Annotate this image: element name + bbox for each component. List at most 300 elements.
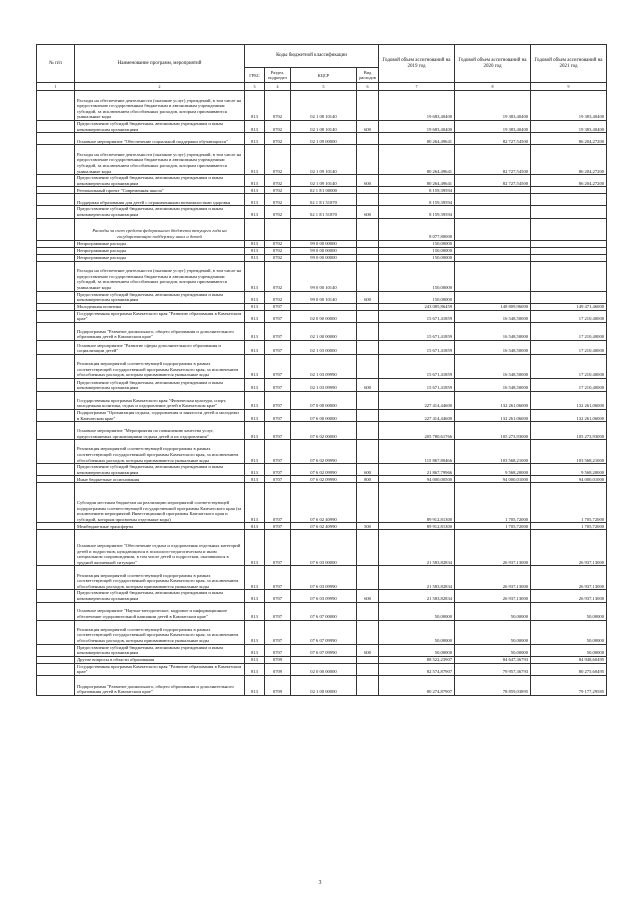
cell-2020 — [455, 187, 531, 194]
cell-vr — [357, 310, 379, 322]
table-row — [37, 483, 607, 523]
cell-2019: 50,00000 — [379, 644, 455, 656]
cell-name: Иные бюджетные ассигнования — [75, 476, 245, 483]
cell-num — [37, 247, 75, 254]
cell-name: Основное мероприятие "Обеспечение отдыха и оздоровления отдельных категорий детей и подростков, нуждающихся в психолого-педагогическом и ином специальном сопровождении, в том числе детей и подростков, оказавшихся в трудной жизненной ситуации" — [75, 530, 245, 566]
cell-grbs: 813 — [245, 663, 265, 675]
cell-csr: 02 1 09 00000 — [291, 133, 357, 145]
cell-name: Предоставление субсидий бюджетным, автономным учреждениям и иным некоммерческим организациям — [75, 175, 245, 187]
cell-num — [37, 663, 75, 675]
cell-grbs: 813 — [245, 422, 265, 440]
column-number: 4 — [265, 83, 291, 91]
table-row — [37, 656, 607, 663]
cell-2019: 89 912,81300 — [379, 483, 455, 523]
cell-rz: 0702 — [265, 194, 291, 206]
cell-num — [37, 175, 75, 187]
cell-num — [37, 340, 75, 354]
cell-2020: 9 568,20000 — [455, 464, 531, 476]
cell-2019: 150,00000 — [379, 240, 455, 247]
cell-name: Основное мероприятие "Обеспечение социальной поддержки обучающихся" — [75, 133, 245, 145]
cell-2020 — [455, 254, 531, 261]
cell-rz: 0709 — [265, 656, 291, 663]
table-row — [37, 218, 607, 240]
cell-vr — [357, 133, 379, 145]
cell-name: Реализация мероприятий соответствующей подпрограммы в рамках соответствующей государственной программы Камчатского края, за исключением обособленных расходов, которым присваиваются уникальные коды — [75, 440, 245, 464]
cell-grbs: 813 — [245, 409, 265, 421]
cell-2021: 149 471,46000 — [531, 303, 607, 310]
cell-2019: 89 912,81300 — [379, 523, 455, 530]
cell-grbs: 813 — [245, 602, 265, 620]
table-row — [37, 675, 607, 695]
cell-2019: 8 159,39594 — [379, 194, 455, 206]
cell-vr — [357, 187, 379, 194]
table-row — [37, 644, 607, 656]
cell-2019: 15 671,41859 — [379, 378, 455, 391]
cell-grbs: 813 — [245, 656, 265, 663]
cell-num — [37, 620, 75, 644]
cell-csr: 02 1 08 10140 — [291, 121, 357, 133]
cell-2019: 21 583,82834 — [379, 590, 455, 602]
cell-2019: 21 867,79966 — [379, 464, 455, 476]
cell-num — [37, 476, 75, 483]
cell-name: Поддержка образования для детей с ограниченными возможностями здоровья — [75, 194, 245, 206]
cell-2019: 80 274,87907 — [379, 675, 455, 695]
cell-vr — [357, 602, 379, 620]
cell-csr: 02 1 09 10140 — [291, 175, 357, 187]
cell-grbs: 813 — [245, 675, 265, 695]
cell-csr: 07 0 00 00000 — [291, 391, 357, 409]
cell-name: Расходы за счет средств федерального бюджета текущего года на государственную поддержку школ и детей — [75, 218, 245, 240]
cell-2020: 26 937,13000 — [455, 530, 531, 566]
table-row — [37, 354, 607, 378]
cell-csr: 02 1 00 00000 — [291, 322, 357, 340]
cell-num — [37, 483, 75, 523]
cell-csr: 07 6 07 09990 — [291, 620, 357, 644]
cell-2021: 86 204,27200 — [531, 175, 607, 187]
cell-grbs: 813 — [245, 476, 265, 483]
table-row — [37, 322, 607, 340]
table-row — [37, 145, 607, 175]
cell-csr: 02 1 08 10140 — [291, 91, 357, 121]
cell-num — [37, 322, 75, 340]
table-row — [37, 247, 607, 254]
col-rz-header: Раздел, подраздел — [265, 68, 291, 83]
cell-name: Реализация мероприятий соответствующей подпрограммы в рамках соответствующей государственной программы Камчатского края, за исключением обособленных расходов, которым присваиваются уникальные коды — [75, 354, 245, 378]
cell-num — [37, 644, 75, 656]
cell-2020 — [455, 218, 531, 240]
cell-2019: 15 671,41859 — [379, 340, 455, 354]
cell-num — [37, 602, 75, 620]
cell-grbs: 813 — [245, 121, 265, 133]
cell-vr — [357, 218, 379, 240]
cell-num — [37, 303, 75, 310]
cell-grbs: 813 — [245, 206, 265, 218]
cell-2020: 16 548,50000 — [455, 378, 531, 391]
cell-rz: 0707 — [265, 483, 291, 523]
cell-2021: 132 261,06000 — [531, 409, 607, 421]
cell-2020 — [455, 261, 531, 291]
column-number: 8 — [455, 83, 531, 91]
cell-vr — [357, 440, 379, 464]
cell-csr: 02 0 00 00000 — [291, 310, 357, 322]
cell-num — [37, 310, 75, 322]
table-row — [37, 620, 607, 644]
cell-vr: 600 — [357, 644, 379, 656]
column-number: 9 — [531, 83, 607, 91]
table-row — [37, 566, 607, 590]
cell-name: Непрограммные расходы — [75, 247, 245, 254]
cell-2020: 82 727,54500 — [455, 145, 531, 175]
cell-num — [37, 218, 75, 240]
cell-num — [37, 91, 75, 121]
col-grbs-header: ГРБС — [245, 68, 265, 83]
cell-rz: 0707 — [265, 644, 291, 656]
cell-grbs: 813 — [245, 247, 265, 254]
cell-rz: 0702 — [265, 206, 291, 218]
cell-name: Предоставление субсидий бюджетным, автономным учреждениям и иным некоммерческим организациям — [75, 291, 245, 303]
cell-2019: 8 159,39594 — [379, 187, 455, 194]
cell-csr: 07 6 07 00000 — [291, 602, 357, 620]
cell-2020: 50,00000 — [455, 620, 531, 644]
cell-csr: 99 0 00 00000 — [291, 254, 357, 261]
table-row — [37, 303, 607, 310]
cell-2020: 84 647,36793 — [455, 656, 531, 663]
cell-grbs: 813 — [245, 240, 265, 247]
cell-grbs: 813 — [245, 133, 265, 145]
col-2020-header: Годовой объем ассигнований на 2020 год — [455, 45, 531, 83]
cell-name: Предоставление субсидий бюджетным, автономным учреждениям и иным некоммерческим организациям — [75, 206, 245, 218]
cell-2020: 50,00000 — [455, 602, 531, 620]
cell-name: Субсидии местным бюджетам на реализацию мероприятий соответствующей подпрограммы соответствующей государственной программы Камчатского края (за исключением мероприятий Инвестиционной программы Камчатского края и субсидий, которым присвоены отдельные коды) — [75, 483, 245, 523]
cell-rz: 0709 — [265, 663, 291, 675]
cell-2019: 50,00000 — [379, 602, 455, 620]
cell-rz — [265, 218, 291, 240]
col-2021-header: Годовой объем ассигнований на 2021 год — [531, 45, 607, 83]
cell-name: Государственная программа Камчатского края "Развитие образования в Камчатском крае" — [75, 310, 245, 322]
table-row — [37, 261, 607, 291]
cell-grbs: 813 — [245, 644, 265, 656]
cell-2019: 227 414,44600 — [379, 409, 455, 421]
cell-grbs: 813 — [245, 354, 265, 378]
table-row — [37, 91, 607, 121]
cell-grbs: 813 — [245, 310, 265, 322]
table-row — [37, 530, 607, 566]
cell-2019: 15 671,41859 — [379, 354, 455, 378]
cell-2020: 26 937,13000 — [455, 566, 531, 590]
cell-csr: 07 6 02 40990 — [291, 523, 357, 530]
cell-grbs: 813 — [245, 391, 265, 409]
cell-2021: 1 705,72000 — [531, 483, 607, 523]
cell-rz: 0702 — [265, 254, 291, 261]
table-header-row — [37, 45, 607, 68]
cell-2019: 150,00000 — [379, 247, 455, 254]
table-row — [37, 310, 607, 322]
cell-2019: 115 867,80466 — [379, 440, 455, 464]
cell-2019: 21 583,82834 — [379, 566, 455, 590]
cell-rz: 0707 — [265, 590, 291, 602]
cell-2019: 21 583,82834 — [379, 530, 455, 566]
cell-2019: 205 780,61766 — [379, 422, 455, 440]
cell-rz: 0707 — [265, 310, 291, 322]
cell-csr: 02 1 03 09990 — [291, 354, 357, 378]
cell-2019: 227 414,44600 — [379, 391, 455, 409]
cell-2020: 1 705,72000 — [455, 523, 531, 530]
cell-vr: 600 — [357, 464, 379, 476]
cell-csr: 07 6 02 09990 — [291, 440, 357, 464]
page-number: 3 — [318, 880, 322, 886]
cell-csr: 99 0 00 10140 — [291, 291, 357, 303]
cell-num — [37, 354, 75, 378]
cell-2019: 50,00000 — [379, 620, 455, 644]
cell-2020: 50,00000 — [455, 644, 531, 656]
cell-csr: 02 1 09 10140 — [291, 145, 357, 175]
cell-2019: 80 264,49641 — [379, 133, 455, 145]
cell-csr: 99 0 00 10140 — [291, 261, 357, 291]
cell-rz: 0707 — [265, 530, 291, 566]
cell-name: Реализация мероприятий соответствующей подпрограммы в рамках соответствующей государственной программы Камчатского края, за исключением обособленных расходов, которым присваиваются уникальные коды — [75, 620, 245, 644]
cell-rz: 0707 — [265, 303, 291, 310]
cell-rz: 0707 — [265, 566, 291, 590]
cell-vr — [357, 566, 379, 590]
cell-csr: 02 1 Е1 51870 — [291, 206, 357, 218]
cell-2020: 105 273,93000 — [455, 422, 531, 440]
cell-2020: 82 727,54500 — [455, 175, 531, 187]
cell-num — [37, 391, 75, 409]
cell-2020: 132 261,06000 — [455, 391, 531, 409]
cell-name: Основное мероприятие "Мероприятия по повышению качества услуг, предоставляемых организациями отдыха детей и их оздоровления" — [75, 422, 245, 440]
cell-name: Основное мероприятие "Развитие сферы дополнительного образования и социализации детей" — [75, 340, 245, 354]
cell-2019: 8 159,39594 — [379, 206, 455, 218]
cell-2021: 50,00000 — [531, 644, 607, 656]
cell-2019: 80 264,49641 — [379, 145, 455, 175]
cell-csr: 07 6 02 09990 — [291, 476, 357, 483]
col-num-header: № п/п — [37, 45, 75, 83]
cell-2020: 19 383,40400 — [455, 91, 531, 121]
cell-vr — [357, 391, 379, 409]
cell-num — [37, 590, 75, 602]
table-row — [37, 590, 607, 602]
cell-csr: 02 1 03 09990 — [291, 378, 357, 391]
cell-vr — [357, 663, 379, 675]
cell-csr — [291, 656, 357, 663]
col-csr-header: КЦСР — [291, 68, 357, 83]
cell-2020 — [455, 194, 531, 206]
cell-vr — [357, 620, 379, 644]
cell-grbs: 813 — [245, 322, 265, 340]
cell-grbs: 813 — [245, 378, 265, 391]
cell-2021 — [531, 254, 607, 261]
cell-vr — [357, 303, 379, 310]
cell-2021: 80 275,60495 — [531, 663, 607, 675]
cell-2020: 82 727,54500 — [455, 133, 531, 145]
cell-2021: 17 210,40000 — [531, 354, 607, 378]
column-number: 1 — [37, 83, 75, 91]
cell-rz: 0707 — [265, 340, 291, 354]
cell-2021: 86 204,27200 — [531, 145, 607, 175]
cell-vr — [357, 422, 379, 440]
cell-rz: 0707 — [265, 602, 291, 620]
cell-rz: 0702 — [265, 240, 291, 247]
cell-2021: 50,00000 — [531, 620, 607, 644]
cell-2020: 78 859,03895 — [455, 675, 531, 695]
cell-2021 — [531, 291, 607, 303]
cell-num — [37, 440, 75, 464]
cell-name: Предоставление субсидий бюджетным, автономным учреждениям и иным некоммерческим организациям — [75, 590, 245, 602]
cell-grbs: 813 — [245, 590, 265, 602]
cell-grbs: 813 — [245, 566, 265, 590]
table-row — [37, 291, 607, 303]
cell-name: Непрограммные расходы — [75, 254, 245, 261]
cell-num — [37, 121, 75, 133]
cell-name: Подпрограмма "Развитие дошкольного, общего образования и дополнительного образования детей в Камчатском крае" — [75, 322, 245, 340]
cell-2019: 150,00000 — [379, 254, 455, 261]
cell-csr — [291, 303, 357, 310]
cell-2020 — [455, 291, 531, 303]
cell-2021: 26 937,13000 — [531, 530, 607, 566]
cell-vr: 600 — [357, 291, 379, 303]
cell-name: Государственная программа Камчатского края "Развитие образования в Камчатском крае" — [75, 663, 245, 675]
cell-vr — [357, 254, 379, 261]
table-row — [37, 187, 607, 194]
cell-2020: 148 809,96000 — [455, 303, 531, 310]
table-row — [37, 133, 607, 145]
cell-2020: 132 261,06000 — [455, 409, 531, 421]
cell-csr: 07 6 02 09990 — [291, 464, 357, 476]
cell-2020 — [455, 240, 531, 247]
cell-grbs: 813 — [245, 530, 265, 566]
cell-2021 — [531, 240, 607, 247]
cell-name: Подпрограмма "Организация отдыха, оздоровления и занятости детей и молодежи в Камчатском крае" — [75, 409, 245, 421]
cell-vr — [357, 656, 379, 663]
cell-2021: 103 568,21000 — [531, 440, 607, 464]
cell-csr: 02 1 03 00000 — [291, 340, 357, 354]
cell-rz: 0702 — [265, 261, 291, 291]
cell-grbs: 813 — [245, 303, 265, 310]
cell-rz: 0702 — [265, 247, 291, 254]
cell-vr: 600 — [357, 206, 379, 218]
table-row — [37, 523, 607, 530]
cell-grbs: 813 — [245, 254, 265, 261]
cell-2021: 50,00000 — [531, 602, 607, 620]
cell-2019: 80 264,49641 — [379, 175, 455, 187]
cell-rz: 0709 — [265, 675, 291, 695]
cell-grbs: 813 — [245, 187, 265, 194]
cell-name: Предоставление субсидий бюджетным, автономным учреждениям и иным некоммерческим организациям — [75, 644, 245, 656]
cell-2021 — [531, 206, 607, 218]
cell-2021: 105 273,93000 — [531, 422, 607, 440]
table-row — [37, 378, 607, 391]
cell-vr — [357, 247, 379, 254]
cell-num — [37, 656, 75, 663]
cell-grbs — [245, 218, 265, 240]
cell-csr: 07 6 03 09990 — [291, 566, 357, 590]
cell-csr: 99 0 00 00000 — [291, 247, 357, 254]
col-2019-header: Годовой объем ассигнований на 2019 год — [379, 45, 455, 83]
table-row — [37, 440, 607, 464]
cell-2021: 132 261,06000 — [531, 391, 607, 409]
cell-name: Предоставление субсидий бюджетным, автономным учреждениям и иным некоммерческим организациям — [75, 378, 245, 391]
cell-csr: 07 6 02 00000 — [291, 422, 357, 440]
cell-num — [37, 422, 75, 440]
cell-name: Предоставление субсидий бюджетным, автономным учреждениям и иным некоммерческим организациям — [75, 464, 245, 476]
cell-2021: 9 568,20000 — [531, 464, 607, 476]
cell-vr — [357, 91, 379, 121]
cell-rz: 0707 — [265, 378, 291, 391]
cell-vr — [357, 675, 379, 695]
cell-num — [37, 464, 75, 476]
table-row — [37, 602, 607, 620]
cell-vr: 500 — [357, 523, 379, 530]
table-row — [37, 121, 607, 133]
cell-2021: 79 177,29585 — [531, 675, 607, 695]
cell-csr: 07 6 02 40990 — [291, 483, 357, 523]
cell-grbs: 813 — [245, 464, 265, 476]
cell-name: Расходы на обеспечение деятельности (оказание услуг) учреждений, в том числе на предоставление государственным бюджетным и автономным учреждениям субсидий, за исключением обособленных расходов, которым присваиваются уникальные коды — [75, 261, 245, 291]
cell-2021 — [531, 218, 607, 240]
cell-grbs: 813 — [245, 291, 265, 303]
cell-rz: 0702 — [265, 187, 291, 194]
cell-vr: 600 — [357, 121, 379, 133]
cell-grbs: 813 — [245, 440, 265, 464]
col-codes-header: Коды бюджетной классификации — [245, 45, 379, 68]
table-row — [37, 391, 607, 409]
cell-vr — [357, 240, 379, 247]
cell-csr: 02 1 Е1 51870 — [291, 194, 357, 206]
column-number: 2 — [75, 83, 245, 91]
cell-num — [37, 187, 75, 194]
cell-vr: 800 — [357, 476, 379, 483]
cell-num — [37, 240, 75, 247]
cell-2019: 88 522,23907 — [379, 656, 455, 663]
cell-csr — [291, 218, 357, 240]
cell-grbs: 813 — [245, 483, 265, 523]
cell-2021: 17 210,40000 — [531, 310, 607, 322]
col-name-header: Наименование программ, мероприятий — [75, 45, 245, 83]
cell-name: Предоставление субсидий бюджетным, автономным учреждениям и иным некоммерческим организациям — [75, 121, 245, 133]
cell-2019: 82 574,87907 — [379, 663, 455, 675]
cell-rz: 0707 — [265, 322, 291, 340]
cell-vr: 600 — [357, 378, 379, 391]
cell-rz: 0702 — [265, 121, 291, 133]
table-row — [37, 194, 607, 206]
table-body — [37, 91, 607, 696]
cell-num — [37, 566, 75, 590]
cell-2019: 19 683,40400 — [379, 91, 455, 121]
cell-rz: 0707 — [265, 464, 291, 476]
cell-grbs: 813 — [245, 175, 265, 187]
cell-2021 — [531, 247, 607, 254]
cell-name: Региональный проект "Современная школа" — [75, 187, 245, 194]
cell-vr — [357, 145, 379, 175]
cell-grbs: 813 — [245, 523, 265, 530]
column-number: 3 — [245, 83, 265, 91]
cell-csr: 07 6 03 09990 — [291, 590, 357, 602]
cell-num — [37, 675, 75, 695]
cell-name: Расходы на обеспечение деятельности (оказание услуг) учреждений, в том числе на предоставление государственным бюджетным и автономным учреждениям субсидий, за исключением обособленных расходов, которым присваиваются уникальные коды — [75, 91, 245, 121]
cell-csr: 02 0 00 00000 — [291, 663, 357, 675]
cell-rz: 0707 — [265, 354, 291, 378]
table-row — [37, 340, 607, 354]
cell-2020: 103 568,21000 — [455, 440, 531, 464]
cell-grbs: 813 — [245, 91, 265, 121]
cell-num — [37, 145, 75, 175]
cell-2019: 94 000,00500 — [379, 476, 455, 483]
cell-2019: 15 671,41859 — [379, 322, 455, 340]
cell-grbs: 813 — [245, 145, 265, 175]
cell-2019: 8 077,80000 — [379, 218, 455, 240]
column-number-row — [37, 83, 607, 91]
table-row — [37, 175, 607, 187]
